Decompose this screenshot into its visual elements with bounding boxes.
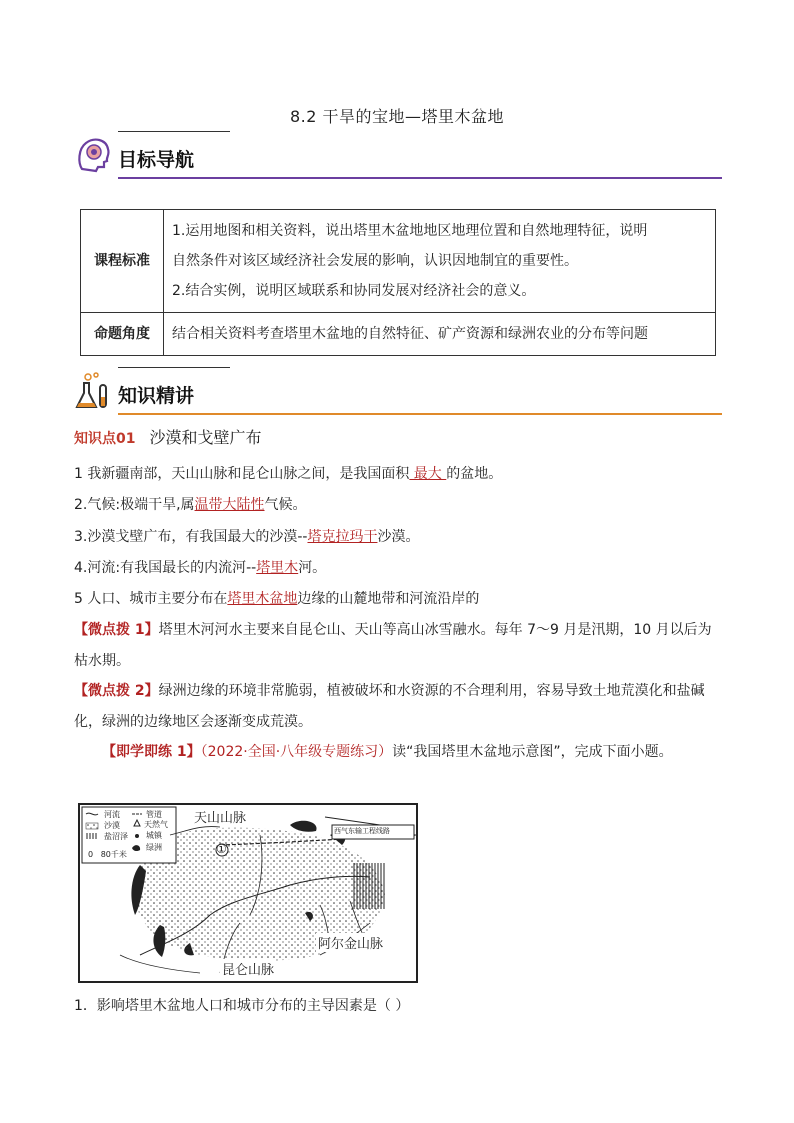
knowledge-line bbox=[74, 464, 502, 484]
answer-fill: 塔克拉玛干 bbox=[307, 529, 378, 545]
legend-oasis-label: 绿洲 bbox=[146, 843, 162, 852]
oasis bbox=[290, 821, 317, 832]
legend-pipe-label: 管道 bbox=[146, 810, 162, 819]
tip-tag: 【微点拨 2】 bbox=[74, 683, 159, 699]
practice-paragraph bbox=[74, 737, 724, 768]
knowledge-line bbox=[74, 495, 307, 515]
standards-table bbox=[80, 209, 716, 356]
section-label: 目标导航 bbox=[118, 149, 195, 171]
text: 的盆地。 bbox=[446, 466, 503, 482]
standard-line: 自然条件对该区域经济社会发展的影响，认识因地制宜的重要性。 bbox=[172, 253, 578, 269]
tip-paragraph bbox=[74, 615, 724, 677]
section-label: 知识精讲 bbox=[118, 385, 195, 407]
row-key: 命题角度 bbox=[81, 313, 164, 356]
tip-tag: 【微点拨 1】 bbox=[74, 622, 159, 638]
legend-desert-symbol bbox=[86, 823, 98, 829]
text: 沙漠。 bbox=[377, 529, 420, 545]
standard-line: 1.运用地图和相关资料，说出塔里木盆地地区地理位置和自然地理特征，说明 bbox=[172, 223, 648, 239]
text: 1 我新疆南部，天山山脉和昆仑山脉之间，是我国面积 bbox=[74, 466, 410, 482]
document-title: 8.2 干旱的宝地—塔里木盆地 bbox=[289, 107, 505, 126]
text: 气候。 bbox=[264, 497, 307, 513]
table-row bbox=[81, 210, 716, 313]
text: 3.沙漠戈壁广布，有我国最大的沙漠-- bbox=[74, 529, 308, 545]
kunlun-label: 昆仑山脉 bbox=[220, 959, 276, 978]
legend-town-symbol bbox=[135, 834, 139, 838]
header-underline bbox=[118, 413, 722, 415]
practice-source: （2022·全国·八年级专题练习） bbox=[200, 744, 393, 760]
row-value: 结合相关资料考查塔里木盆地的自然特征、矿产资源和绿洲农业的分布等问题 bbox=[164, 313, 716, 356]
legend-gas-label: 天然气 bbox=[144, 820, 168, 829]
knowledge-line bbox=[74, 527, 419, 547]
lab-flask-icon bbox=[74, 371, 114, 411]
tarim-basin-map bbox=[78, 803, 418, 983]
header-underline bbox=[118, 177, 722, 179]
tianshan-label: 天山山脉 bbox=[192, 807, 248, 826]
kp-label: 知识点01 bbox=[74, 431, 136, 447]
legend-scale: 0 80千米 bbox=[88, 850, 127, 859]
text: 边缘的山麓地带和河流沿岸的 bbox=[297, 591, 480, 607]
legend-desert-label: 沙漠 bbox=[104, 821, 120, 830]
header-top-rule bbox=[118, 367, 230, 368]
pipeline-pointer bbox=[325, 817, 380, 825]
legend-town-label: 城镇 bbox=[146, 831, 162, 840]
altun-label: 阿尔金山脉 bbox=[316, 933, 385, 952]
row-key: 课程标准 bbox=[81, 210, 164, 313]
section-header-nav bbox=[74, 135, 722, 179]
marker-label: ① bbox=[216, 842, 227, 856]
legend-marsh-label: 盐沼泽 bbox=[104, 832, 128, 841]
answer-fill: 塔里木盆地 bbox=[227, 591, 298, 607]
standard-line: 2.结合实例，说明区域联系和协同发展对经济社会的意义。 bbox=[172, 283, 536, 299]
kp-title: 沙漠和戈壁广布 bbox=[149, 428, 262, 447]
salt-marsh bbox=[352, 863, 386, 909]
knowledge-line bbox=[74, 589, 479, 609]
header-top-rule bbox=[118, 131, 230, 132]
practice-text: 读“我国塔里木盆地示意图”，完成下面小题。 bbox=[392, 744, 673, 760]
brain-head-icon bbox=[74, 135, 114, 175]
tip-text: 塔里木河河水主要来自昆仑山、天山等高山冰雪融水。每年 7～9 月是汛期，10 月以后为枯水期。 bbox=[74, 622, 712, 669]
answer-fill: 温带大陆性 bbox=[194, 497, 265, 513]
text: 4.河流:有我国最长的内流河-- bbox=[74, 560, 257, 576]
section-header-knowledge bbox=[74, 371, 722, 415]
text: 2.气候:极端干旱,属 bbox=[74, 497, 195, 513]
text: 5 人口、城市主要分布在 bbox=[74, 591, 228, 607]
answer-fill: 最大 bbox=[409, 466, 447, 482]
legend-marsh-symbol bbox=[86, 833, 98, 839]
table-row bbox=[81, 313, 716, 356]
text: 河。 bbox=[298, 560, 327, 576]
knowledge-line bbox=[74, 558, 326, 578]
legend-river-label: 河流 bbox=[104, 810, 120, 819]
tip-paragraph bbox=[74, 676, 724, 738]
pipeline-label: 西气东输工程线路 bbox=[334, 827, 390, 835]
practice-tag: 【即学即练 1】 bbox=[102, 744, 201, 760]
question-1: 1．影响塔里木盆地人口和城市分布的主导因素是（ ） bbox=[74, 998, 410, 1014]
knowledge-point-heading bbox=[74, 428, 262, 449]
row-value bbox=[164, 210, 716, 313]
mountain-ridge bbox=[120, 955, 200, 973]
answer-fill: 塔里木 bbox=[256, 560, 299, 576]
tip-text: 绿洲边缘的环境非常脆弱，植被破坏和水资源的不合理利用，容易导致土地荒漠化和盐碱化，绿洲的边缘地区会逐渐变成荒漠。 bbox=[74, 683, 705, 730]
